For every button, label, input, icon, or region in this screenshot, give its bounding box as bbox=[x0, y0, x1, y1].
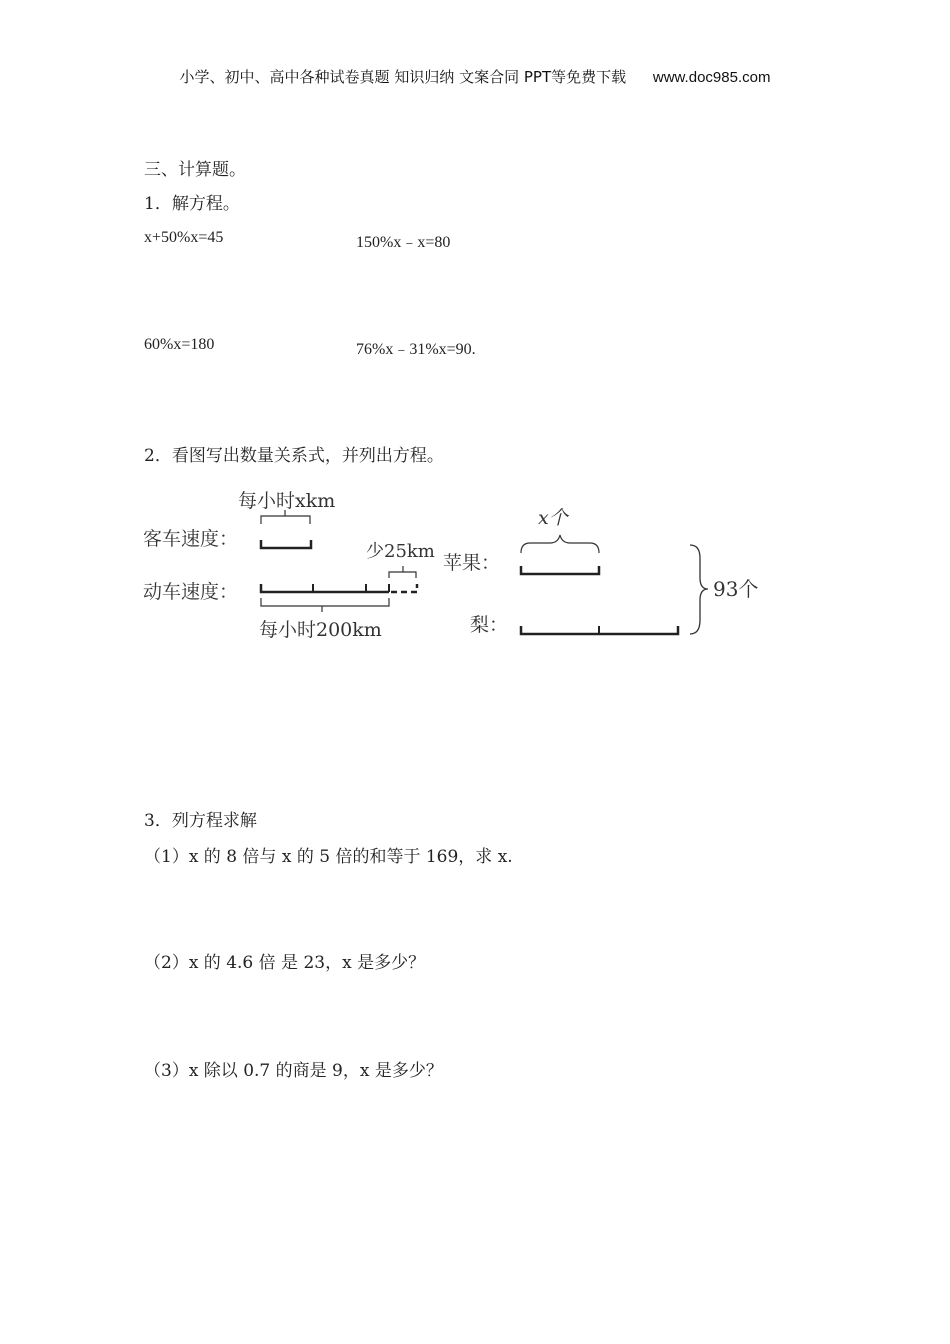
q2-title: 2．看图写出数量关系式，并列出方程。 bbox=[144, 446, 444, 466]
q3-title: 3．列方程求解 bbox=[144, 811, 257, 831]
diagram1-top-brace bbox=[261, 510, 310, 524]
diagram2-top-brace bbox=[521, 535, 599, 553]
header-text: 小学、初中、高中各种试卷真题 知识归纳 文案合同 PPT等免费下载 bbox=[179, 68, 627, 86]
diagram1-less-brace bbox=[389, 566, 416, 578]
header-site: www.doc985.com bbox=[652, 69, 771, 86]
diagram1-bottom-brace bbox=[261, 598, 389, 612]
diagram1-bottom-label: 每小时200km bbox=[259, 619, 382, 641]
equation-4: 76%x﹣31%x=90. bbox=[356, 341, 476, 358]
q1-title: 1．解方程。 bbox=[144, 194, 240, 214]
diagram2-total-label: 93个 bbox=[713, 577, 759, 601]
train-speed-segment bbox=[261, 584, 389, 592]
diagram1-row1-label: 客车速度： bbox=[143, 528, 239, 550]
equation-2: 150%x﹣x=80 bbox=[356, 234, 451, 251]
equation-3: 60%x=180 bbox=[144, 336, 215, 353]
apple-segment bbox=[521, 566, 599, 574]
total-brace bbox=[690, 545, 708, 634]
diagram2-row2-label: 梨： bbox=[470, 614, 509, 636]
q3-item-3: （3）x 除以 0.7 的商是 9，x 是多少？ bbox=[144, 1061, 443, 1081]
coach-speed-segment bbox=[261, 540, 311, 548]
diagram2-row1-label: 苹果： bbox=[443, 552, 501, 574]
q3-item-1: （1）x 的 8 倍与 x 的 5 倍的和等于 169，求 x. bbox=[144, 847, 513, 867]
train-dashed-segment bbox=[391, 584, 417, 592]
section-title: 三、计算题。 bbox=[144, 160, 246, 180]
diagram1-less-label: 少25km bbox=[366, 541, 435, 562]
diagram1-row2-label: 动车速度： bbox=[143, 581, 239, 603]
diagram1-top-label: 每小时xkm bbox=[238, 490, 336, 512]
q3-item-2: （2）x 的 4.6 倍 是 23，x 是多少？ bbox=[144, 953, 426, 973]
diagram2-top-label: x个 bbox=[538, 507, 568, 529]
equation-1: x+50%x=45 bbox=[144, 229, 224, 246]
